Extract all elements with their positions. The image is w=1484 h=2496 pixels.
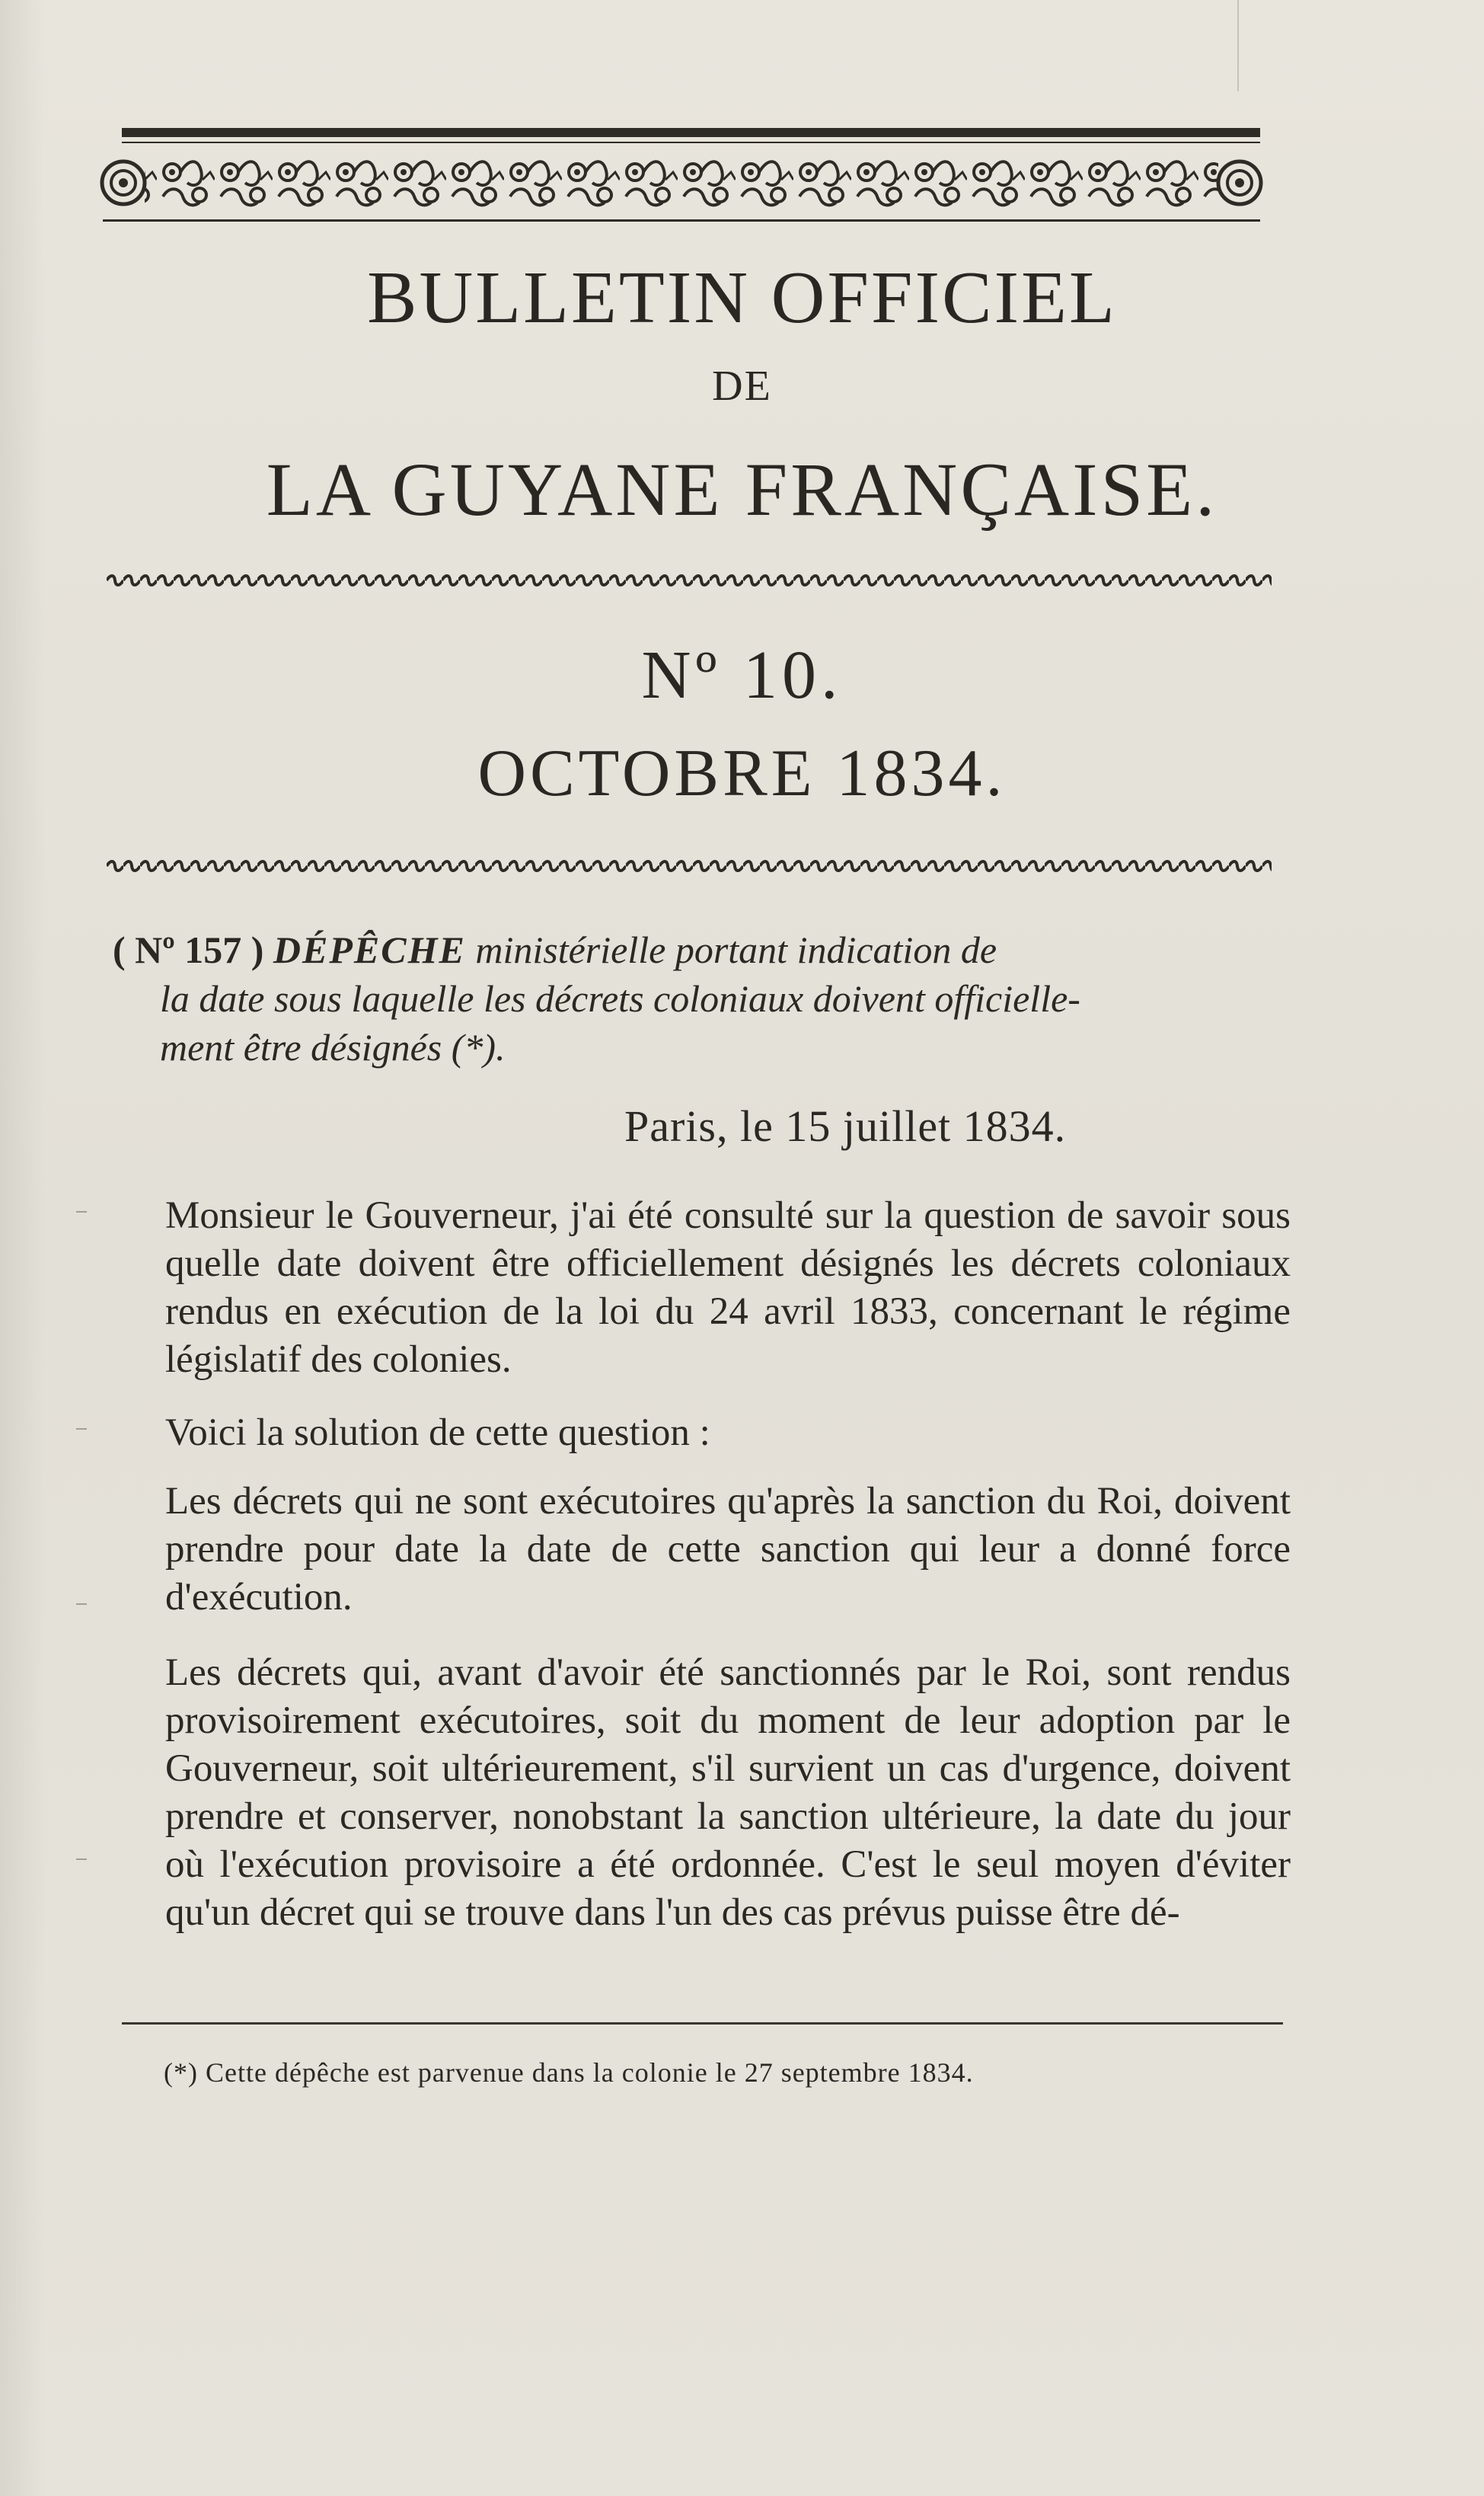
footnote: (*) Cette dépêche est parvenue dans la colonie le 27 septembre 1834. — [164, 2057, 974, 2088]
paragraph — [118, 1478, 1291, 1622]
dateline: Paris, le 15 juillet 1834. — [624, 1101, 1067, 1151]
paragraph — [118, 1192, 1291, 1384]
paragraph-text: Monsieur le Gouverneur, j'ai été consulté sur la question de savoir sous quelle date doivent être officiellement désignés les décrets coloniaux rendus en exécution de la loi du 24 avril 1833, concernant le régime législatif des colonies. — [165, 1194, 1291, 1381]
header-ornament-band — [99, 149, 1264, 218]
document-kind: DÉPÊCHE — [273, 928, 466, 971]
header-rule-thin — [122, 142, 1260, 143]
paragraph — [118, 1409, 1291, 1457]
paper-fold — [1237, 0, 1239, 91]
paragraph-text: Les décrets qui, avant d'avoir été sanctionnés par le Roi, sont rendus provisoirement exécutoires, soit du moment de leur adoption par le Gouverneur, soit ultérieurement, s'il survient un cas d'urgence, doivent prendre et conserver, nonobstant la sanction ultérieure, la date du jour où l'exécution provisoire a été ordonnée. C'est le seul moyen d'éviter qu'un décret qui se trouve dans l'un des cas prévus puisse être dé- — [165, 1651, 1291, 1934]
issue-number: Nº 10. — [641, 638, 843, 713]
ornamental-divider-top — [107, 571, 1272, 590]
margin-mark — [76, 1603, 87, 1605]
document-title-line1: ministérielle portant indication de — [465, 928, 997, 971]
bulletin-title-de: DE — [712, 363, 772, 410]
document-title-line2: la date sous laquelle les décrets coloniaux doivent officielle- — [160, 977, 1080, 1020]
paragraph-text: Les décrets qui ne sont exécutoires qu'après la sanction du Roi, doivent prendre pour date la date de cette sanction qui leur a donné force d'exécution. — [165, 1480, 1291, 1619]
margin-mark — [76, 1211, 87, 1213]
footnote-divider — [122, 2022, 1283, 2025]
header-rule-thick — [122, 128, 1260, 137]
paragraph — [118, 1649, 1291, 1937]
issue-date: OCTOBRE 1834. — [477, 737, 1007, 810]
bulletin-title: BULLETIN OFFICIEL — [367, 257, 1117, 339]
document-title-line3: ment être désignés (*). — [160, 1026, 506, 1069]
margin-mark — [76, 1858, 87, 1860]
document-number: ( Nº 157 ) — [113, 928, 264, 971]
header-rule-bottom — [103, 219, 1260, 222]
bulletin-subtitle: LA GUYANE FRANÇAISE. — [266, 447, 1218, 532]
paragraph-text: Voici la solution de cette question : — [165, 1411, 710, 1454]
ornamental-divider-bottom — [107, 857, 1272, 875]
document-heading — [113, 925, 1285, 1072]
margin-mark — [76, 1428, 87, 1430]
